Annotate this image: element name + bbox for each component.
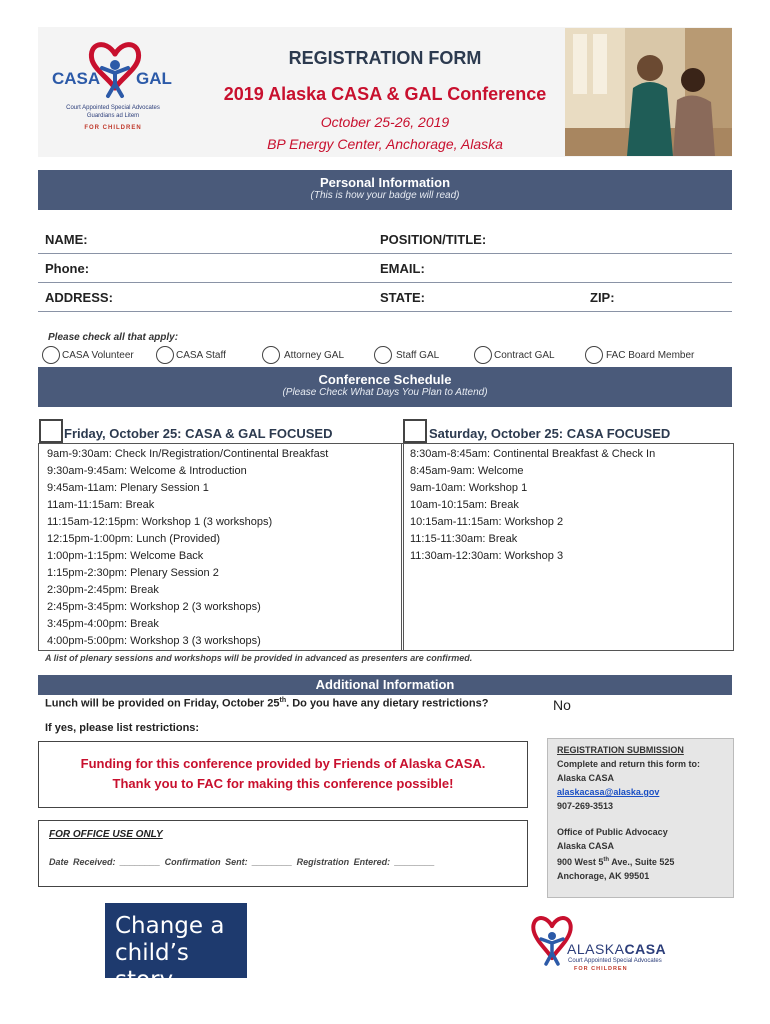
email-label: EMAIL: [380,261,425,276]
option-contract-gal-checkbox[interactable] [474,346,492,364]
schedule-item: 8:30am-8:45am: Continental Breakfast & Check In [410,448,656,460]
schedule-item: 12:15pm-1:00pm: Lunch (Provided) [47,533,221,545]
schedule-item: 10:15am-11:15am: Workshop 2 [410,516,564,528]
logo-text-casa: CASA [52,69,101,88]
friday-heading: Friday, October 25: CASA & GAL FOCUSED [64,426,333,441]
divider [38,311,732,312]
personal-info-heading: Personal Information [319,175,451,190]
conference-title: 2019 Alaska CASA & GAL Conference [223,84,547,104]
name-label: NAME: [45,232,88,247]
schedule-item: 9:45am-11am: Plenary Session 1 [47,482,209,494]
schedule-item: 9:30am-9:45am: Welcome & Introduction [47,465,247,477]
submission-instructions: Complete and return this form to: [557,759,701,769]
saturday-heading: Saturday, October 25: CASA FOCUSED [429,426,671,441]
lunch-question-sup: th [279,697,287,704]
submission-office-org: Alaska CASA [557,841,615,851]
schedule-item: 1:15pm-2:30pm: Plenary Session 2 [47,567,219,579]
address-sup: th [603,857,610,863]
option-casa-volunteer-label: CASA Volunteer [62,350,134,361]
address-label: ADDRESS: [45,290,113,305]
personal-info-bar [38,170,732,210]
schedule-item: 11:15am-12:15pm: Workshop 1 (3 workshops) [47,516,273,528]
logo-tagline-3: FOR CHILDREN [84,125,142,131]
state-label: STATE: [380,290,426,305]
personal-info-subheading: (This is how your badge will read) [310,190,460,201]
form-title: REGISTRATION FORM [288,48,482,68]
schedule-bar [38,367,732,407]
lunch-question-text: Lunch will be provided on Friday, October 25 [45,697,280,710]
saturday-attend-checkbox[interactable] [403,419,427,443]
footer-logo-name-light: ALASKA [567,941,625,957]
office-use-box [38,820,528,887]
submission-address [557,853,733,869]
additional-info-heading: Additional Information [315,677,455,692]
option-staff-gal-label: Staff GAL [396,350,440,361]
schedule-item: 10am-10:15am: Break [410,499,519,511]
restrictions-prompt: If yes, please list restrictions: [45,722,200,734]
option-attorney-gal-checkbox[interactable] [262,346,280,364]
schedule-note: A list of plenary sessions and workshops will be provided in advanced as presenters are confirmed. [45,653,473,663]
schedule-item: 3:45pm-4:00pm: Break [47,618,159,630]
divider [38,253,732,254]
option-casa-staff-label: CASA Staff [176,350,226,361]
submission-email-link[interactable]: alaskacasa@alaska.gov [557,787,660,797]
check-prompt: Please check all that apply: [48,332,179,343]
conference-venue: BP Energy Center, Anchorage, Alaska [267,136,503,152]
option-staff-gal-checkbox[interactable] [374,346,392,364]
footer-logo-name [567,941,666,957]
footer-logo-name-bold: CASA [624,941,667,957]
submission-office: Office of Public Advocacy [557,827,668,837]
submission-box [547,738,734,898]
funding-line-1: Funding for this conference provided by Friends of Alaska CASA. [80,756,486,771]
logo-text-gal: GAL [136,69,172,88]
schedule-item: 9am-10am: Workshop 1 [410,482,528,494]
logo-tagline-2: Guardians ad Litem [86,113,140,119]
option-fac-board-checkbox[interactable] [585,346,603,364]
schedule-item: 9am-9:30am: Check In/Registration/Continental Breakfast [47,448,329,460]
submission-city: Anchorage, AK 99501 [557,871,650,881]
saturday-schedule-box [401,443,734,651]
address-text: 900 West 5 [557,857,604,867]
option-casa-volunteer-checkbox[interactable] [42,346,60,364]
alaska-casa-logo [527,912,697,982]
submission-phone: 907-269-3513 [557,801,614,811]
address-text-end: Ave., Suite 525 [609,857,675,867]
option-casa-staff-checkbox[interactable] [156,346,174,364]
office-use-fields: Date Received: ________ Confirmation Sent: ________ Registration Entered: ________ [49,857,435,867]
submission-heading: REGISTRATION SUBMISSION [557,745,684,755]
funding-box [38,741,528,808]
funding-line-2: Thank you to FAC for making this conference possible! [112,776,454,791]
lunch-question-text-end: . Do you have any dietary restrictions? [286,697,489,710]
change-story-banner [105,903,247,993]
header-photo [565,28,732,156]
zip-label: ZIP: [590,290,615,305]
friday-schedule-list [39,444,403,650]
lunch-question [45,697,488,710]
logo-tagline-1: Court Appointed Special Advocates [66,105,160,111]
additional-info-bar [38,675,732,695]
divider [38,282,732,283]
schedule-item: 11am-11:15am: Break [47,499,155,511]
logo-tagline [48,104,178,132]
saturday-schedule-list [402,444,733,565]
footer-logo-tagline-2: FOR CHILDREN [574,966,628,972]
banner-line-2: child’s story. [115,940,189,993]
banner-line-1: Change a [115,913,225,939]
footer-logo-tagline: Court Appointed Special Advocates [568,958,662,964]
schedule-item: 11:30am-12:30am: Workshop 3 [410,550,564,562]
friday-schedule-box [38,443,404,651]
position-label: POSITION/TITLE: [380,232,487,247]
submission-org: Alaska CASA [557,773,615,783]
schedule-item: 11:15-11:30am: Break [410,533,518,545]
office-use-heading: FOR OFFICE USE ONLY [49,829,163,840]
dietary-answer[interactable]: No [553,697,571,713]
phone-label: Phone: [45,261,90,276]
schedule-item: 1:00pm-1:15pm: Welcome Back [47,550,204,562]
option-attorney-gal-label: Attorney GAL [284,350,345,361]
option-contract-gal-label: Contract GAL [494,350,555,361]
schedule-subheading: (Please Check What Days You Plan to Attend) [282,387,488,398]
schedule-item: 4:00pm-5:00pm: Workshop 3 (3 workshops) [47,635,261,647]
option-fac-board-label: FAC Board Member [606,350,695,361]
schedule-heading: Conference Schedule [318,372,452,387]
schedule-item: 2:30pm-2:45pm: Break [47,584,159,596]
schedule-item: 8:45am-9am: Welcome [410,465,524,477]
schedule-item: 2:45pm-3:45pm: Workshop 2 (3 workshops) [47,601,261,613]
conference-dates: October 25-26, 2019 [320,114,450,130]
friday-attend-checkbox[interactable] [39,419,63,443]
